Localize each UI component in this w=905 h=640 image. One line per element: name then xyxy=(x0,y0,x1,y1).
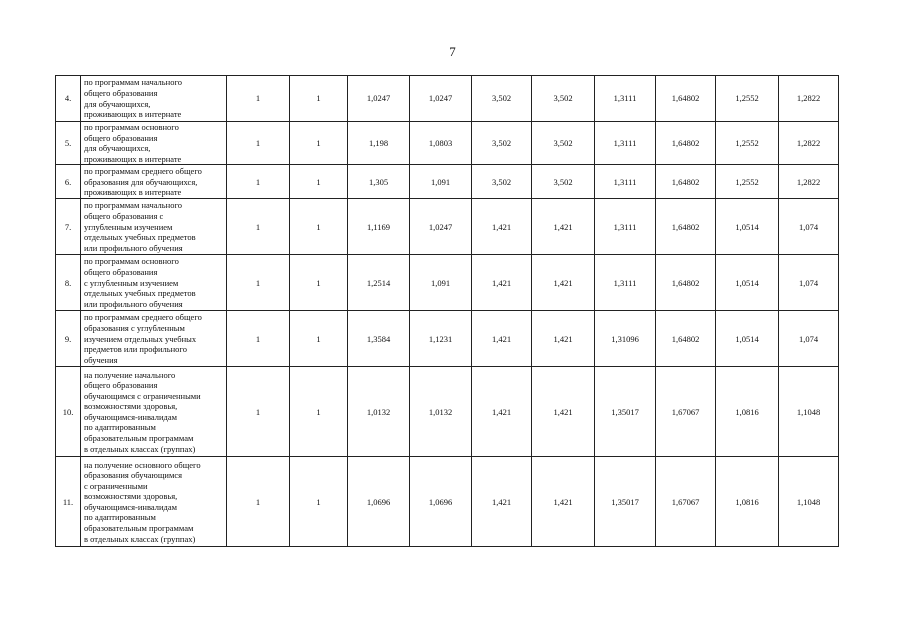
value-cell: 3,502 xyxy=(532,76,595,122)
table-row xyxy=(56,457,839,547)
row-number: 6. xyxy=(56,165,81,199)
value-cell: 1,1169 xyxy=(348,199,410,255)
value-cell: 1 xyxy=(227,165,290,199)
value-cell: 1,091 xyxy=(410,255,472,311)
value-cell: 1,198 xyxy=(348,122,410,165)
value-cell: 1 xyxy=(290,255,348,311)
value-cell: 1,421 xyxy=(472,255,532,311)
value-cell: 1,67067 xyxy=(656,367,716,457)
value-cell: 1 xyxy=(290,457,348,547)
table-row xyxy=(56,367,839,457)
value-cell: 1,305 xyxy=(348,165,410,199)
value-cell: 1,0132 xyxy=(348,367,410,457)
value-cell: 1,0247 xyxy=(348,76,410,122)
value-cell: 1,0247 xyxy=(410,199,472,255)
table-row xyxy=(56,255,839,311)
value-cell: 1 xyxy=(290,367,348,457)
value-cell: 1,3111 xyxy=(595,76,656,122)
table-row xyxy=(56,76,839,122)
value-cell: 1,3584 xyxy=(348,311,410,367)
page-number: 7 xyxy=(449,44,456,59)
value-cell: 3,502 xyxy=(532,122,595,165)
value-cell: 1,2514 xyxy=(348,255,410,311)
value-cell: 3,502 xyxy=(472,76,532,122)
value-cell: 1,0514 xyxy=(716,311,779,367)
value-cell: 1 xyxy=(290,311,348,367)
value-cell: 1,64802 xyxy=(656,122,716,165)
value-cell: 1,2822 xyxy=(779,122,839,165)
value-cell: 1,3111 xyxy=(595,122,656,165)
row-number: 10. xyxy=(56,367,81,457)
value-cell: 1,0514 xyxy=(716,255,779,311)
row-number: 7. xyxy=(56,199,81,255)
value-cell: 1,67067 xyxy=(656,457,716,547)
table-row xyxy=(56,311,839,367)
value-cell: 3,502 xyxy=(532,165,595,199)
table-row xyxy=(56,122,839,165)
value-cell: 1 xyxy=(290,122,348,165)
value-cell: 1,074 xyxy=(779,255,839,311)
row-number: 8. xyxy=(56,255,81,311)
row-description: по программам среднего общего образования с углубленным изучением отдельных учебных предметов или профильного обучения xyxy=(81,311,227,367)
row-description: на получение начального общего образования обучающимся с ограниченными возможностями здоровья, обучающимся-инвалидам по адаптированным образовательным программам в отдельных классах (группах) xyxy=(81,367,227,457)
value-cell: 1,35017 xyxy=(595,367,656,457)
value-cell: 1,0132 xyxy=(410,367,472,457)
row-description: по программам основного общего образования для обучающихся, проживающих в интернате xyxy=(81,122,227,165)
value-cell: 1,2822 xyxy=(779,76,839,122)
value-cell: 1,1048 xyxy=(779,457,839,547)
value-cell: 1,421 xyxy=(472,367,532,457)
value-cell: 1,2552 xyxy=(716,165,779,199)
row-description: на получение основного общего образования обучающимся с ограниченными возможностями здоровья, обучающимся-инвалидам по адаптированным образовательным программам в отдельных классах (группах) xyxy=(81,457,227,547)
value-cell: 1,421 xyxy=(532,311,595,367)
value-cell: 1 xyxy=(227,122,290,165)
value-cell: 1,35017 xyxy=(595,457,656,547)
value-cell: 1,0514 xyxy=(716,199,779,255)
value-cell: 1,64802 xyxy=(656,311,716,367)
value-cell: 1,1048 xyxy=(779,367,839,457)
value-cell: 1 xyxy=(227,255,290,311)
value-cell: 1,421 xyxy=(532,367,595,457)
value-cell: 1,091 xyxy=(410,165,472,199)
value-cell: 1 xyxy=(290,76,348,122)
value-cell: 1,1231 xyxy=(410,311,472,367)
value-cell: 1,421 xyxy=(532,199,595,255)
table-body xyxy=(56,76,839,547)
value-cell: 1 xyxy=(227,367,290,457)
value-cell: 1,64802 xyxy=(656,199,716,255)
value-cell: 3,502 xyxy=(472,165,532,199)
value-cell: 1,3111 xyxy=(595,199,656,255)
value-cell: 1 xyxy=(290,199,348,255)
value-cell: 1,0816 xyxy=(716,367,779,457)
value-cell: 1,3111 xyxy=(595,255,656,311)
row-number: 11. xyxy=(56,457,81,547)
value-cell: 1 xyxy=(290,165,348,199)
value-cell: 1,0696 xyxy=(348,457,410,547)
value-cell: 1,421 xyxy=(472,457,532,547)
value-cell: 1 xyxy=(227,76,290,122)
value-cell: 3,502 xyxy=(472,122,532,165)
value-cell: 1,2552 xyxy=(716,122,779,165)
value-cell: 1,421 xyxy=(532,255,595,311)
value-cell: 1,0696 xyxy=(410,457,472,547)
value-cell: 1,0803 xyxy=(410,122,472,165)
row-number: 5. xyxy=(56,122,81,165)
value-cell: 1,2822 xyxy=(779,165,839,199)
value-cell: 1 xyxy=(227,457,290,547)
value-cell: 1 xyxy=(227,199,290,255)
value-cell: 1,31096 xyxy=(595,311,656,367)
row-number: 4. xyxy=(56,76,81,122)
table-row xyxy=(56,165,839,199)
value-cell: 1,0247 xyxy=(410,76,472,122)
row-description: по программам основного общего образования с углубленным изучением отдельных учебных предметов или профильного обучения xyxy=(81,255,227,311)
value-cell: 1,64802 xyxy=(656,76,716,122)
value-cell: 1,0816 xyxy=(716,457,779,547)
row-description: по программам начального общего образования для обучающихся, проживающих в интернате xyxy=(81,76,227,122)
row-description: по программам среднего общего образования для обучающихся, проживающих в интернате xyxy=(81,165,227,199)
value-cell: 1,421 xyxy=(532,457,595,547)
value-cell: 1,074 xyxy=(779,311,839,367)
value-cell: 1,2552 xyxy=(716,76,779,122)
value-cell: 1,64802 xyxy=(656,255,716,311)
value-cell: 1,3111 xyxy=(595,165,656,199)
coefficients-table xyxy=(55,75,839,547)
row-number: 9. xyxy=(56,311,81,367)
value-cell: 1,421 xyxy=(472,311,532,367)
table-row xyxy=(56,199,839,255)
row-description: по программам начального общего образования с углубленным изучением отдельных учебных предметов или профильного обучения xyxy=(81,199,227,255)
value-cell: 1,421 xyxy=(472,199,532,255)
value-cell: 1,074 xyxy=(779,199,839,255)
value-cell: 1 xyxy=(227,311,290,367)
value-cell: 1,64802 xyxy=(656,165,716,199)
